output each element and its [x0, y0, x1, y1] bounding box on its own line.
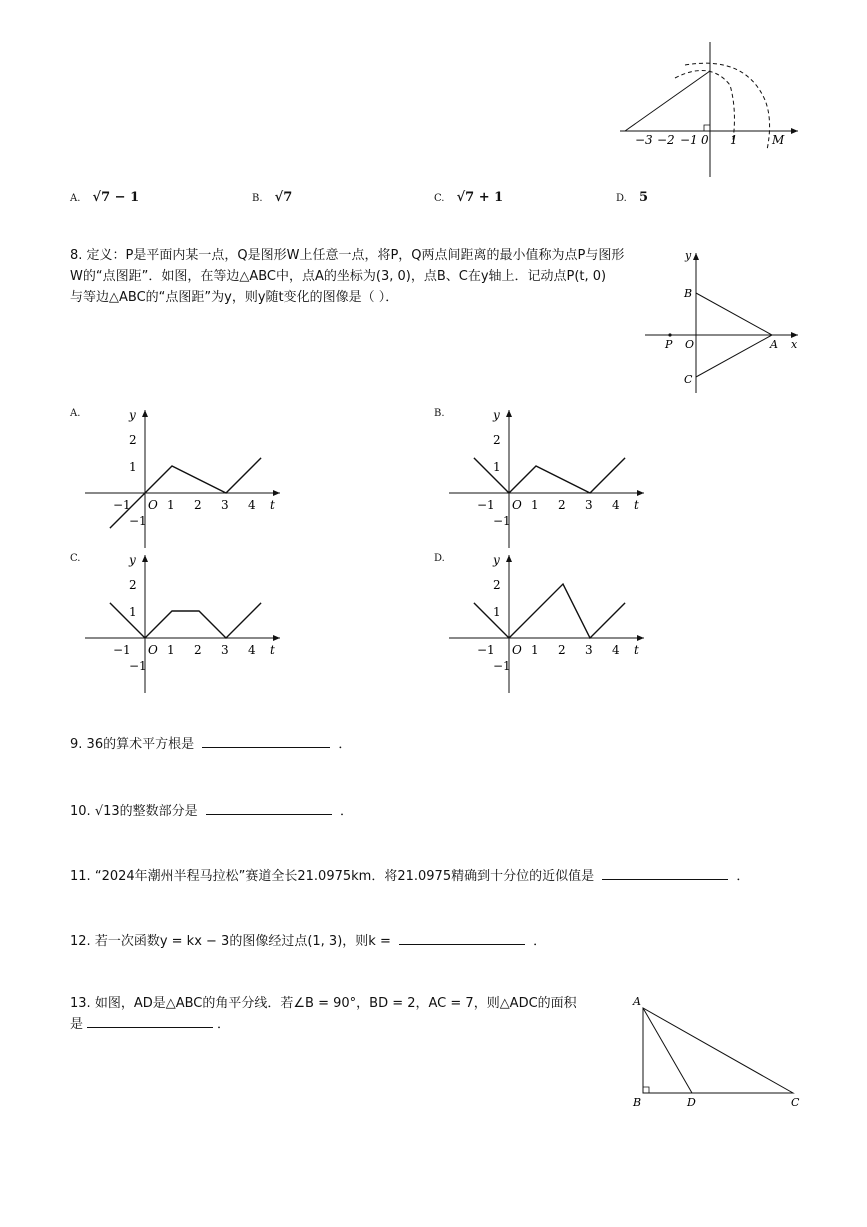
- option-value: √7: [274, 190, 293, 205]
- q12-text: 若一次函数y = kx − 3的图像经过点(1, 3)，则k =: [94, 934, 391, 949]
- q13-c-label: C: [791, 1096, 800, 1109]
- x-tick-label: 1: [167, 498, 175, 512]
- x-tick-label: 2: [558, 643, 566, 657]
- y-axis-arrow: [506, 555, 512, 562]
- q8-fig-y-arrow: [693, 253, 699, 260]
- option-letter: D.: [616, 193, 627, 204]
- option-letter: B.: [252, 193, 263, 204]
- q10: [70, 800, 353, 819]
- x-tick-label: 3: [585, 498, 593, 512]
- option-letter: C.: [434, 193, 445, 204]
- q10-number: 10.: [70, 804, 91, 819]
- q11-number: 11.: [70, 869, 91, 884]
- y-axis-label: y: [129, 553, 136, 567]
- x-axis-arrow: [637, 635, 644, 641]
- q8-fig-c-label: C: [684, 373, 693, 386]
- q8-stem: [70, 245, 640, 308]
- x-tick-label: 1: [531, 498, 539, 512]
- q7-arc-small: [675, 70, 734, 140]
- q13-triangle: [643, 1008, 793, 1093]
- y-tick-label: 2: [493, 433, 501, 447]
- q8-fig-p-label: P: [665, 338, 673, 351]
- x-axis-arrow: [273, 490, 280, 496]
- y-tick-label: −1: [129, 659, 147, 673]
- q7-x-arrow: [791, 128, 798, 134]
- q13-right-angle: [643, 1087, 649, 1093]
- x-axis-label: t: [270, 643, 275, 657]
- x-tick-label: 2: [194, 643, 202, 657]
- q8-point-p: [668, 333, 671, 336]
- q10-answer-blank[interactable]: [206, 802, 332, 815]
- x-tick-label: 4: [612, 498, 620, 512]
- x-axis-arrow: [637, 490, 644, 496]
- q8-graph-c: [80, 550, 290, 695]
- x-tick-label: −1: [477, 498, 495, 512]
- x-tick-label: −1: [113, 498, 131, 512]
- q12: [70, 930, 546, 949]
- q9-number: 9.: [70, 737, 83, 752]
- q8-fig-o-label: O: [685, 338, 695, 351]
- y-axis-arrow: [142, 410, 148, 417]
- q7-option-b[interactable]: [252, 190, 292, 205]
- q9-period: ．: [338, 737, 352, 752]
- x-tick-label: 4: [248, 643, 256, 657]
- y-axis-label: y: [493, 553, 500, 567]
- x-tick-label: 4: [612, 643, 620, 657]
- x-axis-label: t: [634, 643, 639, 657]
- x-tick-label: 3: [221, 498, 229, 512]
- y-axis-label: y: [129, 408, 136, 422]
- y-tick-label: −1: [493, 514, 511, 528]
- q7-tick-label: −2: [657, 133, 675, 147]
- q12-period: ．: [533, 934, 547, 949]
- x-axis-label: t: [270, 498, 275, 512]
- q13: [70, 993, 610, 1035]
- q7-figure: [615, 40, 805, 180]
- q11-text: “2024年潮州半程马拉松”赛道全长21.0975km．将21.0975精确到十分位的近似值是: [94, 869, 595, 884]
- q8-option-a[interactable]: [70, 405, 80, 420]
- q13-line-1: 13. 如图，AD是△ABC的角平分线．若∠B = 90°，BD = 2，AC = 7，则△ADC的面积: [70, 996, 577, 1011]
- y-tick-label: −1: [129, 514, 147, 528]
- q13-answer-blank[interactable]: [87, 1015, 213, 1028]
- q8-figure: [640, 245, 805, 395]
- q8-fig-a-label: A: [770, 338, 778, 351]
- q7-tick-label: −1: [680, 133, 698, 147]
- y-tick-label: 1: [129, 460, 137, 474]
- q12-answer-blank[interactable]: [399, 932, 525, 945]
- q7-tick-label: 1: [730, 133, 738, 147]
- q9-answer-blank[interactable]: [202, 735, 330, 748]
- x-axis-arrow: [273, 635, 280, 641]
- option-letter: A.: [70, 408, 81, 419]
- q8-fig-b-label: B: [684, 287, 693, 300]
- q9: [70, 733, 351, 752]
- q9-text: 36的算术平方根是: [86, 737, 195, 752]
- option-letter: B.: [434, 408, 445, 419]
- q7-tick-label: −3: [635, 133, 653, 147]
- x-tick-label: 1: [167, 643, 175, 657]
- q11-answer-blank[interactable]: [602, 867, 728, 880]
- origin-label: O: [148, 498, 158, 512]
- option-letter: D.: [434, 553, 445, 564]
- q13-bisector: [643, 1008, 692, 1093]
- origin-label: O: [512, 498, 522, 512]
- origin-label: O: [148, 643, 158, 657]
- y-tick-label: 1: [493, 460, 501, 474]
- q13-figure: [625, 990, 810, 1115]
- q8-graph-a: [80, 405, 290, 550]
- x-tick-label: 3: [585, 643, 593, 657]
- origin-label: O: [512, 643, 522, 657]
- q10-text: √13的整数部分是: [94, 804, 198, 819]
- x-axis-label: t: [634, 498, 639, 512]
- q8-option-b[interactable]: [434, 405, 445, 420]
- q7-tick-label: 0: [701, 133, 709, 147]
- q8-fig-x-label: x: [791, 338, 798, 351]
- q7-hypotenuse: [625, 71, 710, 131]
- q8-line-3: 与等边△ABC的“点图距”为y，则y随t变化的图像是（ ）．: [70, 290, 399, 305]
- q8-line-1: 8. 定义：P是平面内某一点，Q是图形W上任意一点，将P，Q两点间距离的最小值称为点P与图形: [70, 248, 625, 263]
- x-tick-label: 1: [531, 643, 539, 657]
- x-tick-label: −1: [113, 643, 131, 657]
- option-value: √7 + 1: [456, 190, 504, 205]
- q7-point-label: M: [772, 133, 785, 147]
- q13-a-label: A: [633, 995, 641, 1008]
- x-tick-label: 2: [558, 498, 566, 512]
- option-letter: C.: [70, 553, 81, 564]
- q11-period: ．: [736, 869, 750, 884]
- q8-graph-d: [444, 550, 654, 695]
- q8-fig-y-label: y: [685, 249, 692, 262]
- q7-option-c[interactable]: [434, 190, 503, 205]
- option-value: √7 − 1: [92, 190, 140, 205]
- x-tick-label: 4: [248, 498, 256, 512]
- y-axis-arrow: [506, 410, 512, 417]
- y-tick-label: 2: [129, 578, 137, 592]
- option-value: 5: [638, 190, 649, 205]
- q11: [70, 865, 749, 884]
- q7-option-a[interactable]: [70, 190, 139, 205]
- q7-option-d[interactable]: [616, 190, 648, 205]
- q8-graph-b: [444, 405, 654, 550]
- q8-line-2: W的“点图距”．如图，在等边△ABC中，点A的坐标为(3, 0)，点B、C在y轴上．记动点P(t, 0): [70, 269, 607, 284]
- q12-number: 12.: [70, 934, 91, 949]
- q13-line-2: 是 ．: [70, 1017, 231, 1032]
- y-tick-label: 2: [129, 433, 137, 447]
- q13-b-label: B: [633, 1096, 642, 1109]
- q10-period: ．: [339, 804, 353, 819]
- y-axis-label: y: [493, 408, 500, 422]
- x-tick-label: 3: [221, 643, 229, 657]
- y-tick-label: 1: [493, 605, 501, 619]
- y-tick-label: −1: [493, 659, 511, 673]
- x-tick-label: 2: [194, 498, 202, 512]
- q7-right-angle: [704, 125, 710, 131]
- y-tick-label: 2: [493, 578, 501, 592]
- x-tick-label: −1: [477, 643, 495, 657]
- q8-option-c[interactable]: [70, 550, 80, 565]
- option-letter: A.: [70, 193, 81, 204]
- q13-d-label: D: [687, 1096, 696, 1109]
- y-axis-arrow: [142, 555, 148, 562]
- y-tick-label: 1: [129, 605, 137, 619]
